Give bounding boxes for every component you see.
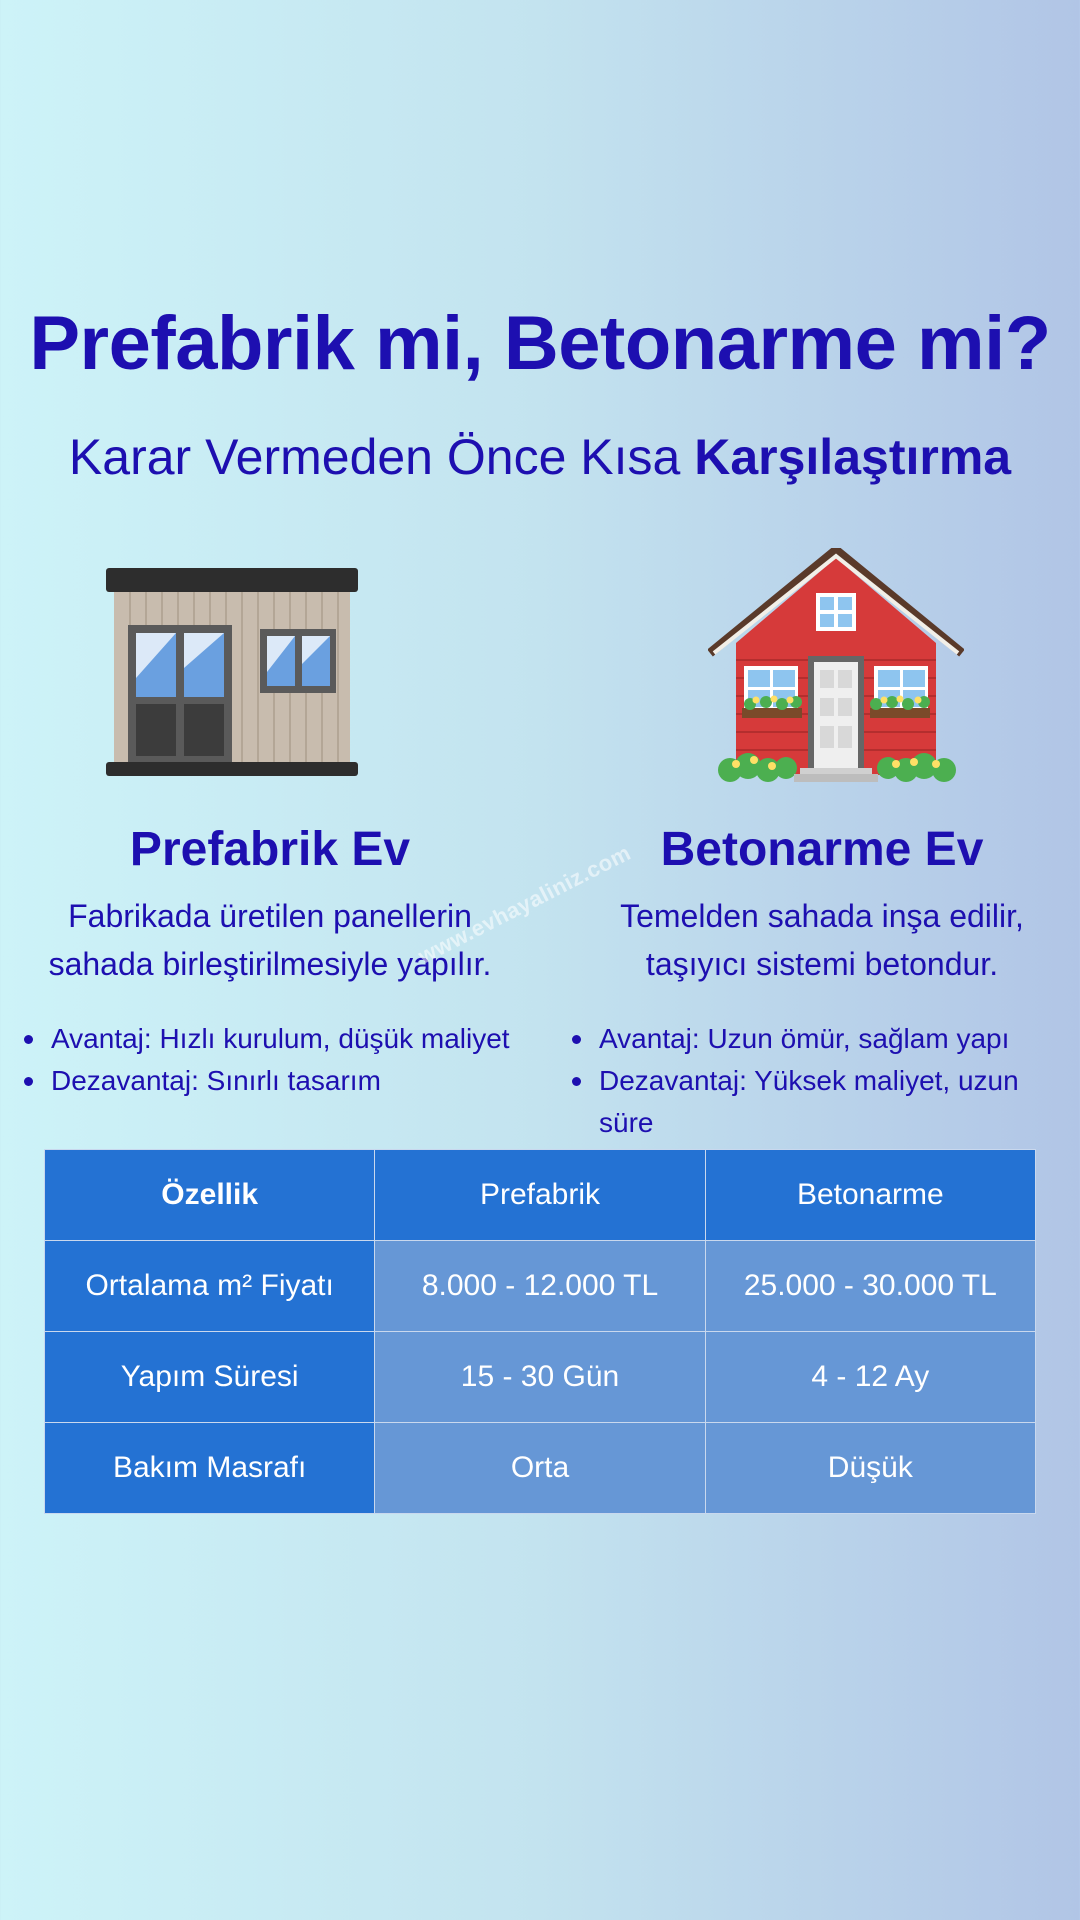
comparison-table: [44, 1149, 1036, 1514]
table-cell-feature: Ortalama m² Fiyatı: [45, 1241, 375, 1332]
brick-house-icon: [708, 548, 964, 788]
table-header-cell: Prefabrik: [375, 1150, 705, 1241]
prefab-desc-line: Fabrikada üretilen panellerin: [68, 898, 472, 934]
table-cell: Düşük: [705, 1423, 1035, 1514]
table-cell-feature: Yapım Süresi: [45, 1332, 375, 1423]
table-header-cell: Betonarme: [705, 1150, 1035, 1241]
prefab-pro-bullet: Avantaj: Hızlı kurulum, düşük maliyet: [24, 1018, 544, 1060]
prefab-bullet-list: [24, 1018, 544, 1102]
prefab-building-icon: [104, 560, 360, 790]
concrete-con-bullet: Dezavantaj: Yüksek maliyet, uzun süre: [572, 1060, 1048, 1144]
table-cell-feature: Bakım Masrafı: [45, 1423, 375, 1514]
page-title: Prefabrik mi, Betonarme mi?: [29, 301, 1051, 386]
subtitle-bold-text: Karşılaştırma: [694, 429, 1012, 485]
table-row: [45, 1332, 1036, 1423]
table-cell: 25.000 - 30.000 TL: [705, 1241, 1035, 1332]
table-cell: 15 - 30 Gün: [375, 1332, 705, 1423]
prefab-desc-line: sahada birleştirilmesiyle yapılır.: [48, 946, 492, 982]
concrete-pro-bullet: Avantaj: Uzun ömür, sağlam yapı: [572, 1018, 1048, 1060]
concrete-title: Betonarme Ev: [660, 823, 984, 876]
table-cell: 4 - 12 Ay: [705, 1332, 1035, 1423]
subtitle-text: Karar Vermeden Önce Kısa: [68, 429, 695, 485]
table-header-cell: Özellik: [45, 1150, 375, 1241]
table-cell: Orta: [375, 1423, 705, 1514]
concrete-desc-line: Temelden sahada inşa edilir,: [620, 898, 1024, 934]
concrete-description: [552, 892, 1080, 988]
table-row: [45, 1241, 1036, 1332]
prefab-con-bullet: Dezavantaj: Sınırlı tasarım: [24, 1060, 544, 1102]
table-cell: 8.000 - 12.000 TL: [375, 1241, 705, 1332]
concrete-bullet-list: [572, 1018, 1048, 1144]
watermark: www.evhayaliniz.com: [414, 839, 635, 969]
concrete-desc-line: taşıyıcı sistemi betondur.: [645, 946, 999, 982]
prefab-title: Prefabrik Ev: [129, 823, 411, 876]
table-header-row: [45, 1150, 1036, 1241]
page-subtitle: [0, 428, 1080, 486]
table-row: [45, 1423, 1036, 1514]
